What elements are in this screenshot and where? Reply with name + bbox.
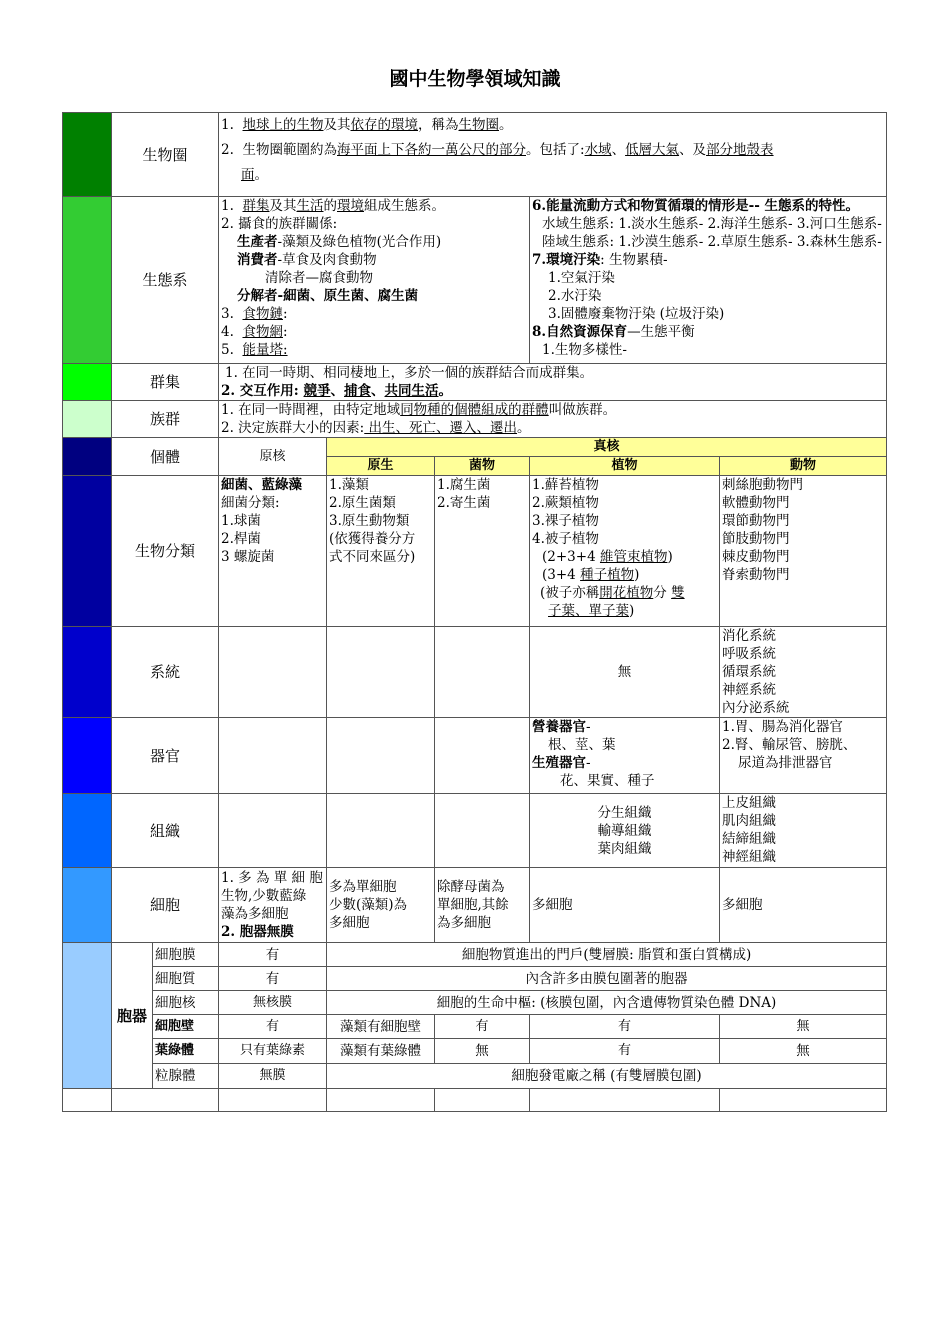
organelle-nucleus-prokaryote: 無核膜	[219, 991, 327, 1015]
organelle-membrane-desc: 細胞物質進出的門戶(雙層膜: 脂質和蛋白質構成)	[327, 943, 887, 967]
color-block-classification	[63, 476, 112, 627]
classification-animal: 刺絲胞動物門 軟體動物門 環節動物門 節肢動物門 棘皮動物門 脊索動物門	[720, 476, 887, 627]
page-title: 國中生物學領域知識	[389, 68, 561, 90]
system-protist	[327, 627, 435, 718]
organelle-chloroplast-animal: 無	[720, 1039, 887, 1064]
organelle-name-wall: 細胞壁	[153, 1015, 219, 1039]
system-animal: 消化系統 呼吸系統 循環系統 神經系統 內分泌系統	[720, 627, 887, 718]
cell-plant: 多細胞	[530, 868, 720, 943]
biosphere-content: 1. 地球上的生物及其依存的環境，稱為生物圈。 2. 生物圈範圍約為海平面上下各約一萬公尺的部分。包括了:水域、低層大氣、及部分地殼表 面。	[219, 113, 887, 197]
tissue-plant: 分生組織 輸導組織 葉肉組織	[530, 794, 720, 868]
tissue-animal: 上皮組織 肌肉組織 結締組織 神經組織	[720, 794, 887, 868]
color-block-population	[63, 401, 112, 438]
tissue-fungi	[435, 794, 530, 868]
header-prokaryote: 原核	[219, 438, 327, 476]
label-biosphere: 生物圈	[112, 113, 219, 197]
organ-prokaryote	[219, 718, 327, 794]
row-biosphere	[63, 113, 887, 197]
biology-table	[62, 112, 887, 1112]
organelle-wall-animal: 無	[720, 1015, 887, 1039]
header-plant: 植物	[530, 457, 720, 476]
organelle-mitochondria-prokaryote: 無膜	[219, 1064, 327, 1089]
tissue-protist	[327, 794, 435, 868]
row-classification	[63, 476, 887, 627]
organ-protist	[327, 718, 435, 794]
row-population	[63, 401, 887, 438]
row-organelle-wall	[63, 1015, 887, 1039]
color-block-biosphere	[63, 113, 112, 197]
header-fungi: 菌物	[435, 457, 530, 476]
label-community: 群集	[112, 364, 219, 401]
row-organelle-nucleus	[63, 991, 887, 1015]
row-individual-top	[63, 438, 887, 457]
organelle-name-chloroplast: 葉綠體	[153, 1039, 219, 1064]
organelle-name-cytoplasm: 細胞質	[153, 967, 219, 991]
row-organelle-cytoplasm	[63, 967, 887, 991]
row-community	[63, 364, 887, 401]
color-block-tissue	[63, 794, 112, 868]
color-block-individual	[63, 438, 112, 476]
label-system: 系統	[112, 627, 219, 718]
row-organelle-chloroplast	[63, 1039, 887, 1064]
header-animal: 動物	[720, 457, 887, 476]
label-organelle: 胞器	[112, 943, 153, 1089]
color-block-system	[63, 627, 112, 718]
label-individual: 個體	[112, 438, 219, 476]
label-tissue: 組織	[112, 794, 219, 868]
system-fungi	[435, 627, 530, 718]
organ-plant: 營養器官- 根、莖、葉 生殖器官- 花、果實、種子	[530, 718, 720, 794]
empty-cell	[530, 1089, 720, 1112]
row-ecosystem	[63, 197, 887, 364]
organelle-chloroplast-prokaryote: 只有葉綠素	[219, 1039, 327, 1064]
color-block-organ	[63, 718, 112, 794]
row-cell	[63, 868, 887, 943]
organelle-name-nucleus: 細胞核	[153, 991, 219, 1015]
classification-fungi: 1.腐生菌 2.寄生菌	[435, 476, 530, 627]
organelle-chloroplast-plant: 有	[530, 1039, 720, 1064]
organelle-wall-plant: 有	[530, 1015, 720, 1039]
classification-plant: 1.蘚苔植物 2.蕨類植物 3.裸子植物 4.被子植物 (2+3+4 維管束植物) (3+4 種子植物) (被子亦稱開花植物分 雙 子葉、單子葉)	[530, 476, 720, 627]
color-block-ecosystem	[63, 197, 112, 364]
cell-protist: 多為單細胞 少數(藻類)為 多細胞	[327, 868, 435, 943]
organelle-wall-prokaryote: 有	[219, 1015, 327, 1039]
row-organelle-membrane	[63, 943, 887, 967]
empty-cell	[327, 1089, 435, 1112]
empty-cell	[112, 1089, 219, 1112]
label-classification: 生物分類	[112, 476, 219, 627]
row-organelle-mitochondria	[63, 1064, 887, 1089]
organelle-name-membrane: 細胞膜	[153, 943, 219, 967]
header-eukaryote: 真核	[327, 438, 887, 457]
empty-cell	[720, 1089, 887, 1112]
classification-protist: 1.藻類 2.原生菌類 3.原生動物類 (依獲得養分方 式不同來區分)	[327, 476, 435, 627]
organelle-wall-fungi: 有	[435, 1015, 530, 1039]
label-organ: 器官	[112, 718, 219, 794]
organelle-chloroplast-fungi: 無	[435, 1039, 530, 1064]
population-content: 1. 在同一時間裡，由特定地域同物種的個體組成的群體叫做族群。 2. 決定族群大小的因素: 出生、死亡、遷入、遷出。	[219, 401, 887, 438]
row-organ	[63, 718, 887, 794]
row-empty	[63, 1089, 887, 1112]
organelle-cytoplasm-prokaryote: 有	[219, 967, 327, 991]
cell-prokaryote: 1. 多 為 單 細 胞 生物,少數藍綠 藻為多細胞 2. 胞器無膜	[219, 868, 327, 943]
label-cell: 細胞	[112, 868, 219, 943]
cell-fungi: 除酵母菌為 單細胞,其餘 為多細胞	[435, 868, 530, 943]
empty-cell	[63, 1089, 112, 1112]
system-plant: 無	[530, 627, 720, 718]
cell-animal: 多細胞	[720, 868, 887, 943]
row-tissue	[63, 794, 887, 868]
tissue-prokaryote	[219, 794, 327, 868]
color-block-cell	[63, 868, 112, 943]
ecosystem-right: 6.能量流動方式和物質循環的情形是-- 生態系的特性。 水域生態系: 1.淡水生態系- 2.海洋生態系- 3.河口生態系- 陸域生態系: 1.沙漠生態系- 2.草原生態系- 3.森林生態系- 7.環境汙染: 生物累積- 1.空氣汙染 2.水汙染 3.固體廢棄物汙染 (垃圾汙染) 8.自然資源保育—生態平衡 1.生物多樣性-	[530, 197, 887, 364]
label-ecosystem: 生態系	[112, 197, 219, 364]
header-protist: 原生	[327, 457, 435, 476]
label-population: 族群	[112, 401, 219, 438]
organ-fungi	[435, 718, 530, 794]
classification-prokaryote: 細菌、藍綠藻 細菌分類: 1.球菌 2.桿菌 3 螺旋菌	[219, 476, 327, 627]
ecosystem-left: 1. 群集及其生活的環境組成生態系。 2. 攝食的族群關係: 生產者-藻類及綠色植物(光合作用) 消費者-草食及肉食動物 清除者—腐食動物 分解者-細菌、原生菌、腐生菌 3. 食物鏈: 4. 食物網: 5. 能量塔:	[219, 197, 530, 364]
row-system	[63, 627, 887, 718]
empty-cell	[219, 1089, 327, 1112]
system-prokaryote	[219, 627, 327, 718]
color-block-organelle	[63, 943, 112, 1089]
organ-animal: 1.胃、腸為消化器官 2.腎、輸尿管、膀胱、 尿道為排泄器官	[720, 718, 887, 794]
community-content: 1. 在同一時期、相同棲地上，多於一個的族群結合而成群集。 2. 交互作用: 競爭、捕食、共同生活。	[219, 364, 887, 401]
organelle-cytoplasm-desc: 內含許多由膜包圍著的胞器	[327, 967, 887, 991]
empty-cell	[435, 1089, 530, 1112]
organelle-nucleus-desc: 細胞的生命中樞: (核膜包圍，內含遺傳物質染色體 DNA)	[327, 991, 887, 1015]
organelle-mitochondria-desc: 細胞發電廠之稱 (有雙層膜包圍)	[327, 1064, 887, 1089]
color-block-community	[63, 364, 112, 401]
organelle-membrane-prokaryote: 有	[219, 943, 327, 967]
organelle-chloroplast-protist: 藻類有葉綠體	[327, 1039, 435, 1064]
organelle-wall-protist: 藻類有細胞壁	[327, 1015, 435, 1039]
organelle-name-mitochondria: 粒腺體	[153, 1064, 219, 1089]
